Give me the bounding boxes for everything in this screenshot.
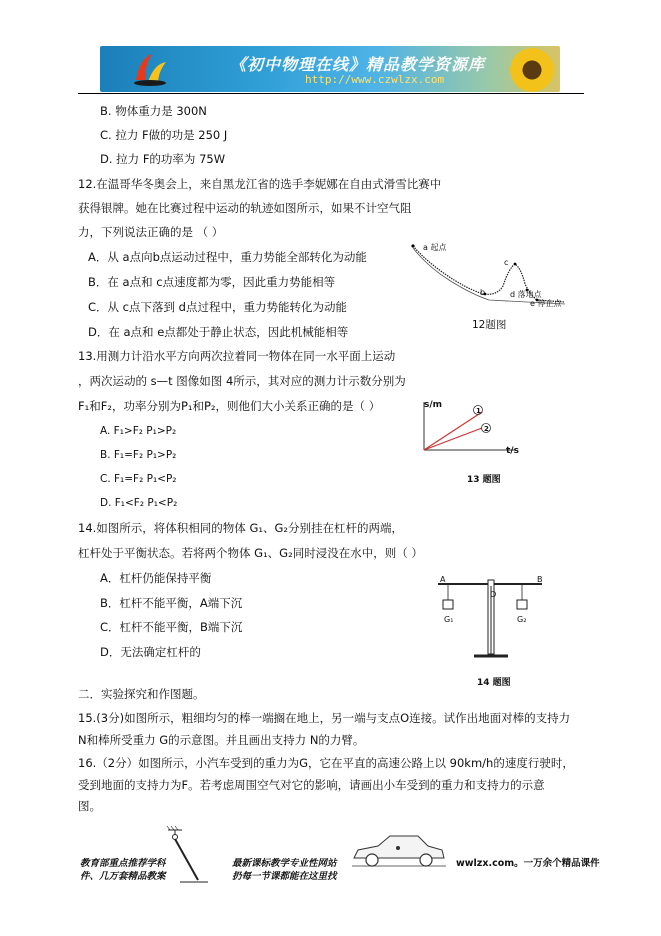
q14-label-o: O [490,590,497,599]
q14-label-g1: G₁ [444,615,454,624]
q11-option-c: C. 拉力 F做的功是 250 J [100,128,228,142]
footer-left-line1: 教育部重点推荐学科 [80,858,166,869]
q12-label-e: e 停止点 [530,299,562,308]
header-divider [78,93,584,94]
q12-option-a: A．从 a点向b点运动过程中，重力势能全部转化为动能 [88,250,367,264]
footer-right: wwlzx.com。一万余个精品课件 [456,858,600,869]
q12-stem-line2: 获得银牌。她在比赛过程中运动的轨迹如图所示，如果不计空气阻 [78,201,412,215]
q13-line2-label: 2 [484,425,489,433]
q15-stem-line1: 15.(3分)如图所示，粗细均匀的棒一端搁在地上，另一端与支点O连接。试作出地面对棒的支持力 [78,711,571,725]
q12-stem-line1: 12.在温哥华冬奥会上，来自黑龙江省的选手李妮娜在自由式滑雪比赛中 [78,177,442,191]
q12-figure-caption: 12题图 [472,319,507,331]
q14-label-b: B [537,575,543,584]
footer-mid-line1: 最新课标教学专业性网站 [232,858,337,869]
site-url[interactable]: http://www.czwlzx.com [305,73,445,86]
q14-option-b: B．杠杆不能平衡，A端下沉 [100,596,243,610]
q12-option-c: C．从 c点下落到 d点过程中，重力势能转化为动能 [88,300,347,314]
q11-option-d: D. 拉力 F的功率为 75W [100,152,226,166]
q14-option-c: C．杠杆不能平衡，B端下沉 [100,620,243,634]
q13-option-d: D. F₁<F₂ P₁<P₂ [100,497,178,509]
q15-rod-figure [160,826,210,888]
q16-car-figure [348,828,448,872]
section-heading: 二．实验探究和作图题。 [78,687,205,701]
site-title: 《初中物理在线》精品教学资源库 [230,55,486,74]
q12-label-b: b [480,288,486,297]
q16-stem-line2: 受到地面的支持力为F。若考虑周围空气对它的影响，请画出小车受到的重力和支持力的示意 [78,778,545,792]
q14-option-a: A．杠杆仍能保持平衡 [100,571,212,585]
footer-mid-line2: 扔每一节课都能在这里找 [232,871,337,882]
q14-label-a: A [440,575,446,584]
q16-stem-line1: 16.（2分）如图所示，小汽车受到的重力为G，它在平直的高速公路上以 90km/h的速度行驶时， [78,756,574,770]
q13-line1-label: 1 [476,407,481,415]
q14-figure-caption: 14 题图 [477,678,511,688]
q15-stem-line2: N和棒所受重力 G的示意图。并且画出支持力 N的力臂。 [78,733,365,747]
q12-label-a: a 起点 [423,243,447,252]
q12-option-b: B．在 a点和 c点速度都为零，因此重力势能相等 [88,275,336,289]
footer-left-line2: 件、几万套精品教案 [80,871,166,882]
q13-option-c: C. F₁=F₂ P₁<P₂ [100,473,177,485]
q13-stem-line3: F₁和F₂，功率分别为P₁和P₂，则他们大小关系正确的是（ ） [78,399,381,413]
q13-stem-line1: 13.用测力计沿水平方向两次拉着同一物体在同一水平面上运动 [78,349,396,363]
header-banner [100,46,560,92]
q14-stem-line2: 杠杆处于平衡状态。若将两个物体 G₁、G₂同时浸没在水中，则（ ） [78,546,423,560]
site-logo-icon [130,50,170,88]
q13-option-b: B. F₁=F₂ P₁>P₂ [100,449,177,461]
q11-option-b: B. 物体重力是 300N [100,104,207,118]
sunflower-icon [510,48,554,92]
q13-x-axis-label: t/s [506,446,519,456]
q13-stem-line2: ，两次运动的 s—t 图像如图 4所示，其对应的测力计示数分别为 [78,374,406,388]
q14-stem-line1: 14.如图所示，将体积相同的物体 G₁、G₂分别挂在杠杆的两端， [78,521,403,535]
q14-option-d: D．无法确定杠杆的 [100,645,201,659]
q16-stem-line3: 图。 [78,799,101,813]
q12-stem-line3: 力，下列说法正确的是 （ ） [78,225,224,239]
q13-option-a: A. F₁>F₂ P₁>P₂ [100,425,177,437]
q14-label-g2: G₂ [517,615,527,624]
q12-option-d: D．在 a点和 e点都处于静止状态，因此机械能相等 [88,325,349,339]
q12-label-d: d 落地点 [510,290,542,299]
q13-figure-caption: 13 题图 [467,475,501,485]
q12-label-c: c [504,258,509,267]
q13-y-axis-label: s/m [424,400,443,410]
